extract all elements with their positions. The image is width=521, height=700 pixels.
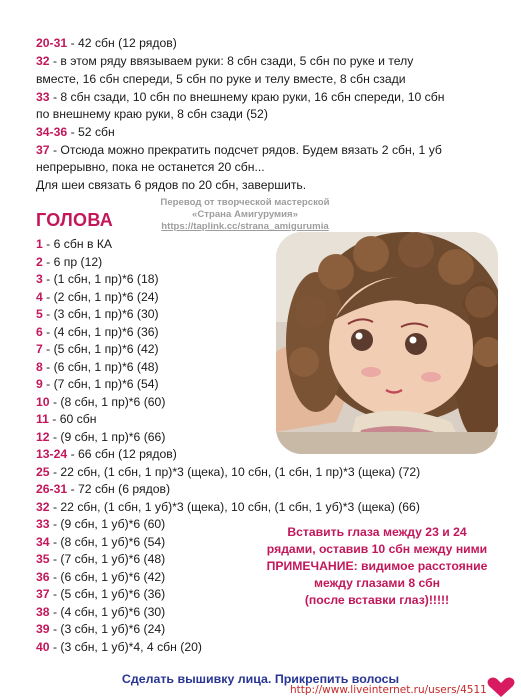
row-text: - 66 сбн (12 рядов) (70, 447, 177, 461)
row-line (36, 376, 159, 392)
credit-link[interactable]: https://taplink.cc/strana_amigurumia (161, 221, 329, 232)
note-line: Вставить глаза между 23 и 24 (287, 525, 467, 539)
row-text: - 42 сбн (12 рядов) (70, 36, 177, 50)
row-number: 26-31 (36, 482, 68, 496)
row-text: Для шеи связать 6 рядов по 20 сбн, завершить. (36, 178, 307, 192)
row-number: 13-24 (36, 447, 68, 461)
note-line: ПРИМЕЧАНИЕ: видимое расстояние (266, 559, 488, 573)
final-instruction: Сделать вышивку лица. Прикрепить волосы (121, 672, 400, 686)
row-number: 20-31 (36, 36, 68, 50)
row-text: - 8 сбн сзади, 10 сбн по внешнему краю руки, 16 сбн спереди, 10 сбн (52, 90, 445, 104)
row-line (36, 481, 170, 497)
row-number: 34 (36, 535, 50, 549)
row-text: - 6 сбн в КА (46, 237, 113, 251)
row-number: 8 (36, 360, 43, 374)
intro-line (36, 35, 177, 51)
row-number: 3 (36, 272, 43, 286)
row-text: - (8 сбн, 1 пр)*6 (60) (52, 395, 166, 409)
row-number: 25 (36, 465, 50, 479)
row-line (36, 639, 202, 655)
eye-placement-note (246, 524, 508, 609)
row-text: - (6 сбн, 1 пр)*6 (48) (46, 360, 159, 374)
row-text: - 6 пр (12) (46, 255, 103, 269)
intro-line (36, 106, 268, 122)
row-line (36, 429, 165, 445)
intro-line (36, 124, 115, 140)
row-text: - (1 сбн, 1 пр)*6 (18) (46, 272, 159, 286)
row-text: - (4 сбн, 1 уб)*6 (30) (52, 605, 166, 619)
intro-line (36, 142, 442, 158)
row-text: - (2 сбн, 1 пр)*6 (24) (46, 290, 159, 304)
row-text: непрерывно, пока не останется 20 сбн... (36, 160, 265, 174)
row-number: 2 (36, 255, 43, 269)
row-number: 10 (36, 395, 50, 409)
heart-corner-icon (486, 676, 516, 698)
row-number: 32 (36, 54, 50, 68)
row-number: 5 (36, 307, 43, 321)
site-watermark: http://www.liveinternet.ru/users/4511 (290, 684, 487, 696)
row-text: - 72 сбн (6 рядов) (70, 482, 171, 496)
row-line (36, 306, 159, 322)
row-line (36, 254, 102, 270)
row-number: 35 (36, 552, 50, 566)
row-line (36, 324, 159, 340)
intro-line (36, 177, 306, 193)
row-text: - 22 сбн, (1 сбн, 1 пр)*3 (щека), 10 сбн, (1 сбн, 1 пр)*3 (щека) (72) (52, 465, 421, 479)
row-number: 7 (36, 342, 43, 356)
row-text: - (3 сбн, 1 уб)*6 (24) (52, 622, 166, 636)
row-text: - 60 сбн (52, 412, 97, 426)
intro-line (36, 71, 406, 87)
row-number: 40 (36, 640, 50, 654)
row-line (36, 551, 165, 567)
row-text: - 52 сбн (70, 125, 115, 139)
row-line (36, 569, 165, 585)
row-number: 36 (36, 570, 50, 584)
note-line: между глазами 8 сбн (313, 576, 440, 590)
row-text: - 22 сбн, (1 сбн, 1 уб)*3 (щека), 10 сбн, (1 сбн, 1 уб)*3 (щека) (66) (52, 500, 420, 514)
row-text: - Отсюда можно прекратить подсчет рядов. Будем вязать 2 сбн, 1 уб (52, 143, 442, 157)
note-line: рядами, оставив 10 сбн между ними (266, 542, 488, 556)
row-text: - (7 сбн, 1 пр)*6 (54) (46, 377, 159, 391)
row-number: 11 (36, 412, 49, 426)
row-line (36, 411, 96, 427)
doll-head-photo (276, 232, 498, 454)
row-line (36, 621, 165, 637)
row-line (36, 516, 165, 532)
row-number: 33 (36, 90, 50, 104)
credit-line: «Страна Амигурумия» (192, 209, 298, 220)
row-text: - в этом ряду ввязываем руки: 8 сбн сзади, 5 сбн по руке и телу (52, 54, 414, 68)
row-number: 1 (36, 237, 43, 251)
row-number: 32 (36, 500, 50, 514)
row-text: - (3 сбн, 1 пр)*6 (30) (46, 307, 159, 321)
row-text: - (6 сбн, 1 уб)*6 (42) (52, 570, 166, 584)
row-line (36, 464, 420, 480)
row-text: - (7 сбн, 1 уб)*6 (48) (52, 552, 166, 566)
row-line (36, 236, 112, 252)
intro-line (36, 89, 444, 105)
row-number: 12 (36, 430, 50, 444)
row-number: 37 (36, 587, 50, 601)
row-line (36, 604, 165, 620)
row-number: 39 (36, 622, 50, 636)
row-number: 4 (36, 290, 43, 304)
row-text: - (9 сбн, 1 уб)*6 (60) (52, 517, 166, 531)
row-text: - (5 сбн, 1 пр)*6 (42) (46, 342, 159, 356)
row-line (36, 359, 159, 375)
credit-line: Перевод от творческой мастерской (160, 197, 330, 208)
row-number: 34-36 (36, 125, 68, 139)
row-text: - (4 сбн, 1 пр)*6 (36) (46, 325, 159, 339)
row-line (36, 271, 159, 287)
row-text: - (3 сбн, 1 уб)*4, 4 сбн (20) (52, 640, 202, 654)
row-line (36, 394, 165, 410)
row-text: - (9 сбн, 1 пр)*6 (66) (52, 430, 166, 444)
doll-photo-illustration (276, 232, 498, 454)
row-number: 38 (36, 605, 50, 619)
row-line (36, 499, 420, 515)
translation-credit (130, 197, 360, 233)
row-text: по внешнему краю руки, 8 сбн сзади (52) (36, 107, 268, 121)
intro-line (36, 53, 413, 69)
intro-line (36, 159, 265, 175)
row-number: 6 (36, 325, 43, 339)
row-text: - (8 сбн, 1 уб)*6 (54) (52, 535, 166, 549)
row-text: вместе, 16 сбн спереди, 5 сбн по руке и телу вместе, 8 сбн сзади (36, 72, 406, 86)
row-line (36, 534, 165, 550)
row-number: 33 (36, 517, 50, 531)
row-line (36, 446, 177, 462)
row-text: - (5 сбн, 1 уб)*6 (36) (52, 587, 166, 601)
row-line (36, 289, 159, 305)
row-line (36, 341, 159, 357)
note-line: (после вставки глаз)!!!!! (304, 593, 450, 607)
row-line (36, 586, 165, 602)
section-heading: ГОЛОВА (36, 210, 114, 230)
row-number: 37 (36, 143, 50, 157)
row-number: 9 (36, 377, 43, 391)
